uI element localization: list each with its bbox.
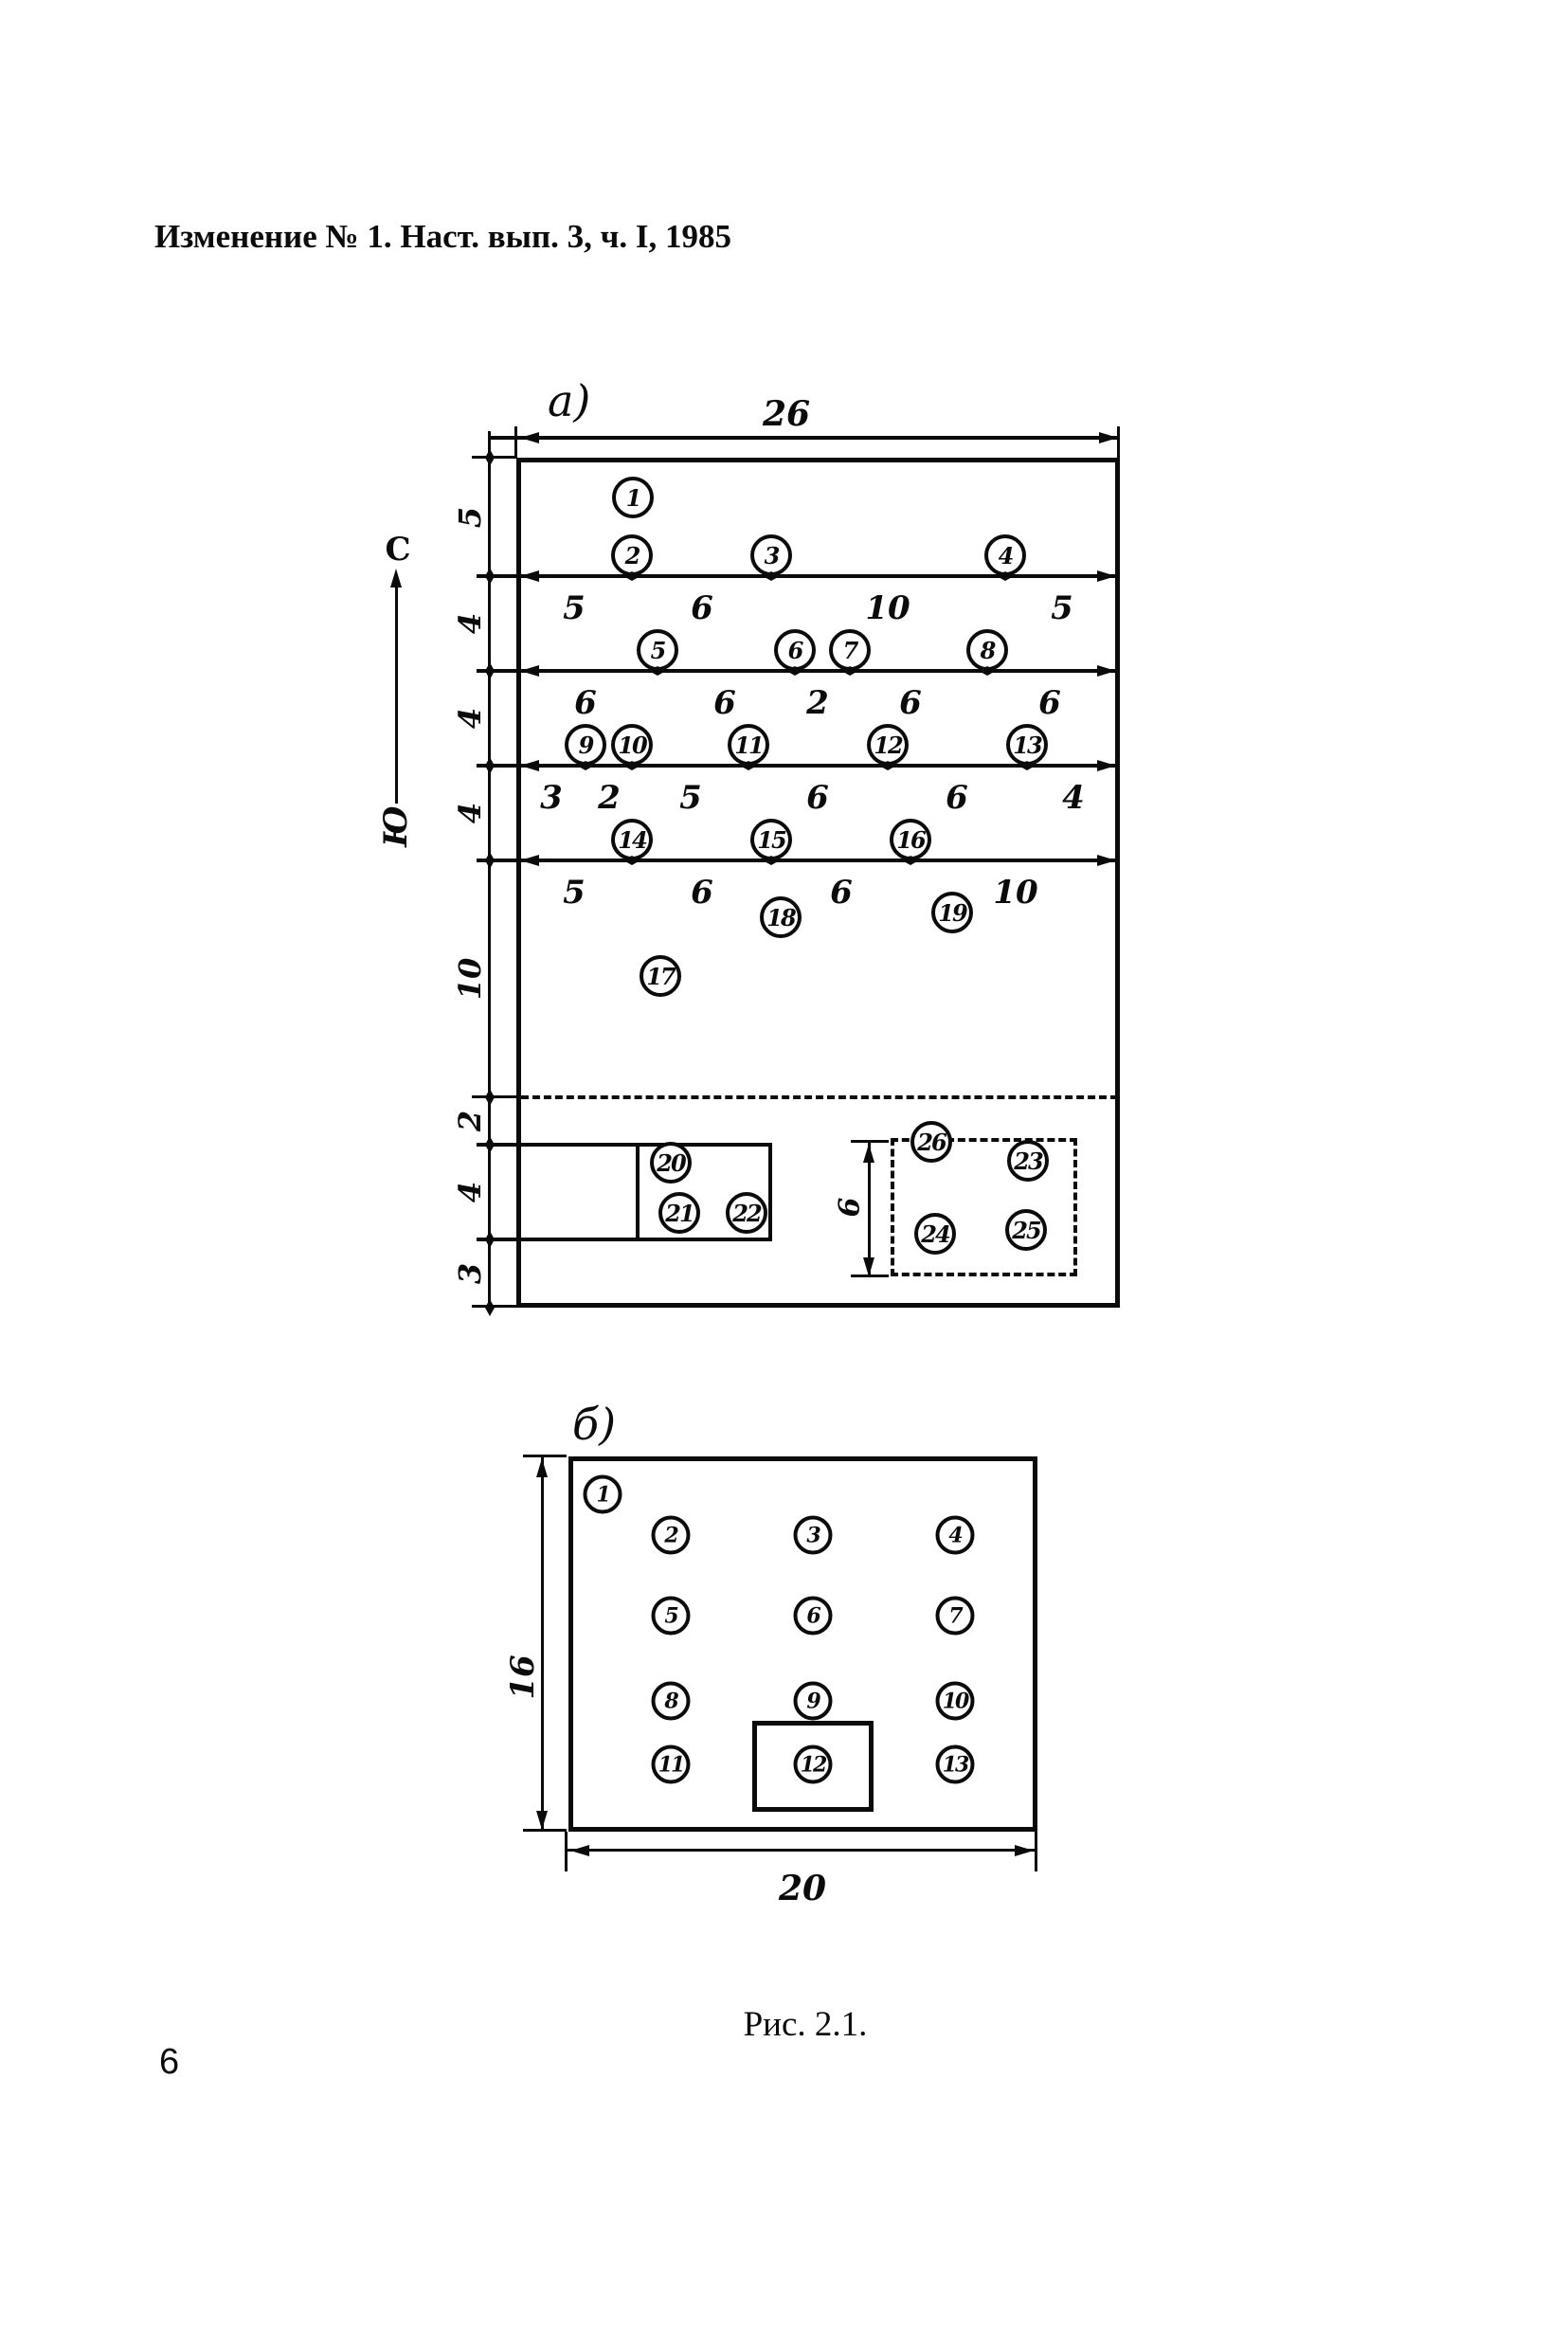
building-top-edge bbox=[477, 1143, 772, 1147]
diagram-a-label: а) bbox=[548, 375, 591, 426]
dim-arrow-right bbox=[1015, 1845, 1034, 1856]
survey-point-a-5: 5 bbox=[637, 629, 678, 671]
spacing-dimension-label: 4 bbox=[1062, 779, 1085, 817]
page-number: 6 bbox=[159, 2042, 180, 2082]
line-arrow bbox=[520, 760, 539, 771]
height-dimension-label: 16 bbox=[504, 1654, 542, 1700]
survey-point-a-19: 19 bbox=[931, 892, 973, 933]
survey-point-a-4: 4 bbox=[984, 534, 1026, 576]
dim-arrow-up bbox=[863, 1144, 874, 1163]
line-arrow bbox=[520, 855, 539, 866]
chain-dimension-label: 4 bbox=[452, 1181, 488, 1203]
annex-height-dimension-label: 6 bbox=[833, 1197, 867, 1218]
chain-dimension-label: 4 bbox=[452, 612, 488, 635]
spacing-dimension-label: 6 bbox=[691, 589, 713, 627]
survey-point-b-4: 4 bbox=[936, 1516, 975, 1555]
survey-point-a-23: 23 bbox=[1007, 1140, 1049, 1182]
south-label: Ю bbox=[377, 805, 415, 847]
spacing-dimension-label: 2 bbox=[598, 779, 621, 817]
survey-point-b-3: 3 bbox=[794, 1516, 833, 1555]
line-arrow bbox=[1097, 760, 1116, 771]
dim-arrow-left bbox=[520, 432, 539, 443]
chain-dimension-label: 2 bbox=[452, 1110, 488, 1132]
spacing-dimension-label: 5 bbox=[563, 874, 586, 912]
survey-point-a-22: 22 bbox=[726, 1192, 767, 1234]
spacing-dimension-label: 6 bbox=[830, 874, 853, 912]
diagram-b-label: б) bbox=[572, 1399, 617, 1450]
survey-point-a-17: 17 bbox=[640, 955, 681, 997]
extension-stub bbox=[472, 1095, 516, 1098]
survey-point-b-10: 10 bbox=[936, 1682, 975, 1721]
spacing-dimension-label: 5 bbox=[1051, 589, 1073, 627]
north-label: С bbox=[385, 531, 411, 569]
dim-arrow-right bbox=[1099, 432, 1118, 443]
extension-stub bbox=[523, 1829, 567, 1832]
spacing-dimension-label: 10 bbox=[993, 874, 1038, 912]
document-header: Изменение № 1. Наст. вып. 3, ч. I, 1985 bbox=[154, 218, 731, 255]
chain-dimension-label: 10 bbox=[452, 957, 488, 1001]
dim-arrow-up bbox=[536, 1458, 548, 1477]
spacing-dimension-label: 5 bbox=[679, 779, 702, 817]
survey-point-a-7: 7 bbox=[829, 629, 871, 671]
chain-dimension-label: 3 bbox=[452, 1262, 488, 1285]
survey-point-b-6: 6 bbox=[794, 1597, 833, 1636]
survey-point-a-11: 11 bbox=[728, 724, 769, 766]
extension-stub bbox=[472, 456, 516, 459]
survey-line-4 bbox=[477, 859, 1120, 862]
survey-point-a-10: 10 bbox=[611, 724, 653, 766]
spacing-dimension-label: 6 bbox=[713, 684, 736, 722]
survey-point-b-11: 11 bbox=[652, 1745, 691, 1784]
survey-point-b-7: 7 bbox=[936, 1597, 975, 1636]
spacing-dimension-label: 6 bbox=[691, 874, 713, 912]
spacing-dimension-label: 6 bbox=[1038, 684, 1061, 722]
north-arrow-shaft bbox=[395, 582, 398, 804]
survey-point-a-26: 26 bbox=[910, 1121, 952, 1163]
survey-point-a-13: 13 bbox=[1006, 724, 1048, 766]
line-arrow bbox=[520, 665, 539, 677]
survey-line-1 bbox=[477, 574, 1120, 578]
survey-point-a-6: 6 bbox=[774, 629, 816, 671]
building-right-edge bbox=[768, 1143, 772, 1241]
width-dimension-label: 26 bbox=[762, 394, 811, 434]
extension-line bbox=[1117, 426, 1120, 458]
survey-point-b-12: 12 bbox=[794, 1745, 833, 1784]
chain-dimension-label: 4 bbox=[452, 802, 488, 824]
survey-point-a-1: 1 bbox=[612, 477, 654, 518]
dashed-boundary-line bbox=[521, 1095, 1118, 1099]
building-bottom-edge bbox=[477, 1238, 772, 1241]
survey-point-a-14: 14 bbox=[611, 819, 653, 860]
survey-point-b-9: 9 bbox=[794, 1682, 833, 1721]
line-arrow bbox=[1097, 570, 1116, 582]
width-dimension-label: 20 bbox=[778, 1869, 827, 1908]
survey-point-a-25: 25 bbox=[1005, 1209, 1047, 1251]
dim-arrow-down bbox=[536, 1811, 548, 1830]
extension-line bbox=[1035, 1832, 1037, 1871]
top-dimension-line bbox=[490, 436, 1120, 440]
spacing-dimension-label: 3 bbox=[540, 779, 563, 817]
survey-point-a-18: 18 bbox=[760, 896, 802, 938]
figure-caption: Рис. 2.1. bbox=[743, 2005, 868, 2044]
survey-point-b-5: 5 bbox=[652, 1597, 691, 1636]
survey-point-a-2: 2 bbox=[611, 534, 653, 576]
spacing-dimension-label: 6 bbox=[946, 779, 968, 817]
line-arrow bbox=[1097, 855, 1116, 866]
height-dimension-line bbox=[541, 1456, 544, 1832]
survey-point-a-8: 8 bbox=[966, 629, 1008, 671]
annex-dim-tick bbox=[851, 1140, 889, 1143]
survey-point-a-16: 16 bbox=[890, 819, 931, 860]
chain-tick bbox=[485, 1299, 495, 1316]
extension-stub bbox=[523, 1455, 567, 1457]
line-arrow bbox=[520, 570, 539, 582]
survey-point-b-2: 2 bbox=[652, 1516, 691, 1555]
extension-line bbox=[514, 426, 517, 458]
line-arrow bbox=[1097, 665, 1116, 677]
spacing-dimension-label: 5 bbox=[563, 589, 586, 627]
survey-point-a-21: 21 bbox=[658, 1192, 700, 1234]
building-divider bbox=[636, 1145, 640, 1239]
survey-point-a-15: 15 bbox=[750, 819, 792, 860]
spacing-dimension-label: 10 bbox=[865, 589, 910, 627]
spacing-dimension-label: 6 bbox=[806, 779, 829, 817]
survey-point-b-8: 8 bbox=[652, 1682, 691, 1721]
survey-point-a-24: 24 bbox=[914, 1213, 956, 1255]
width-dimension-line bbox=[567, 1849, 1037, 1852]
survey-point-a-3: 3 bbox=[750, 534, 792, 576]
spacing-dimension-label: 6 bbox=[574, 684, 597, 722]
survey-point-a-12: 12 bbox=[867, 724, 909, 766]
chain-dimension-label: 4 bbox=[452, 707, 488, 730]
extension-line bbox=[565, 1832, 568, 1871]
spacing-dimension-label: 6 bbox=[899, 684, 922, 722]
survey-point-b-13: 13 bbox=[936, 1745, 975, 1784]
extension-stub bbox=[472, 1305, 516, 1308]
chain-dimension-label: 5 bbox=[452, 506, 488, 529]
survey-point-b-1: 1 bbox=[584, 1475, 622, 1514]
survey-point-a-9: 9 bbox=[565, 724, 606, 766]
spacing-dimension-label: 2 bbox=[806, 684, 829, 722]
dim-arrow-left bbox=[570, 1845, 589, 1856]
left-chain-dimension-line bbox=[488, 431, 491, 1311]
survey-point-a-20: 20 bbox=[650, 1142, 692, 1184]
dim-arrow-down bbox=[863, 1257, 874, 1276]
